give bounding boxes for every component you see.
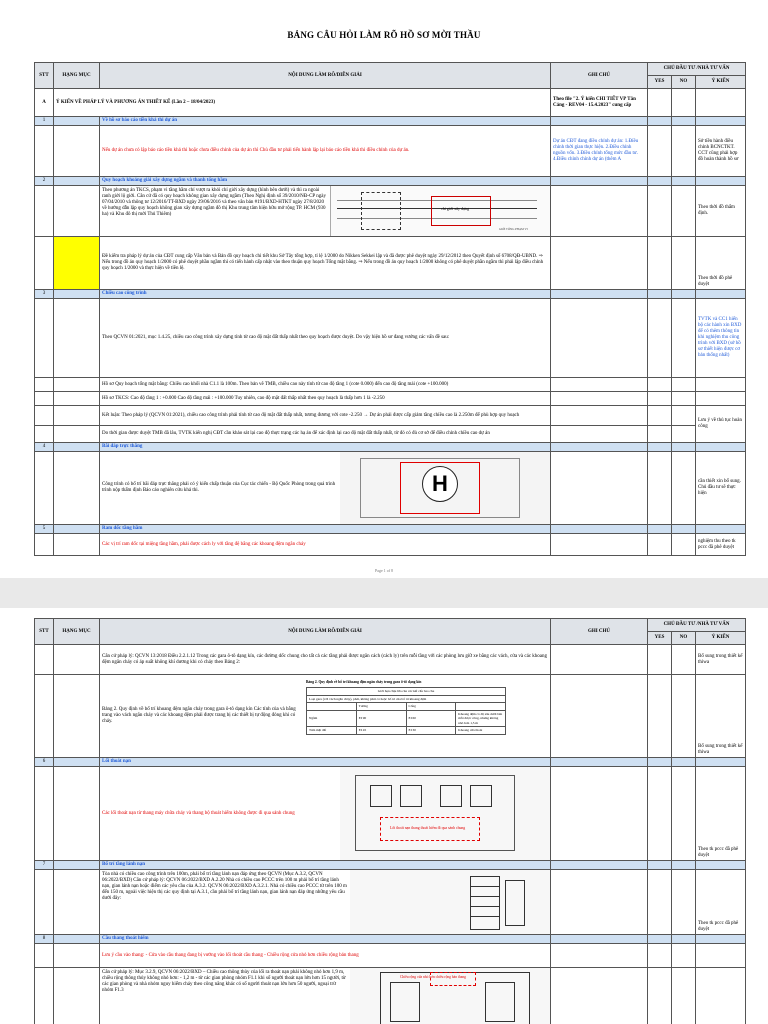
row-4-header: [35, 443, 746, 452]
bang-2-h-cong: Cống: [406, 703, 456, 711]
header-no: NO: [672, 632, 696, 645]
helipad-h-icon: H: [422, 466, 458, 502]
page-footer: Page 1 of 8: [374, 568, 394, 573]
row-3-text-4: Kết luận: Theo pháp lý (QCVN 01:2021), chiều cao công trình phải tính từ cao độ mặt đất thấp nhất, tương đương với cote -2.250 → Dự án phải được cấp giảm tầng chiều cao là 2.250m để phù hợp quy hoạch: [100, 406, 551, 426]
site-plan-image: [330, 186, 550, 236]
exit-plan-label: Lối thoát nạn thang thoát hiểm đi qua sảnh chung: [390, 826, 466, 830]
exit-plan-image: [340, 767, 550, 860]
p2-can-cu-opinion-1: Bổ sung trong thiết kế thiwa: [696, 645, 746, 675]
header-hang-muc: HẠNG MỤC: [54, 619, 100, 645]
row-5-stt: 5: [35, 525, 54, 534]
row-7-label: Bố trí tầng lánh nạn: [100, 861, 551, 870]
row-7-opinion: Theo tk pccc đã phê duyệt: [696, 870, 746, 935]
row-1-header: [35, 117, 746, 126]
bang-2-cell: EI 60: [406, 710, 456, 727]
row-5-opinion: nghiệm thu theo tk pccc đã phê duyệt: [696, 534, 746, 556]
page-separator: [0, 578, 768, 608]
row-8-stt: 8: [35, 935, 54, 944]
bang-2-h1: Giới hạn chịu lửa của các kết cấu bao che: [307, 688, 506, 696]
row-4-opinion: cần thiết xin bổ sung. Chủ đầu tư sẽ thực hiện: [696, 452, 746, 525]
row-7-text: Tòa nhà có chiều cao công trình trên 100m, phải bố trí tầng lánh nạn đáp ứng theo QCVN (Mục A.3.2, QCVN 06:2022/BXD) Căn cứ pháp lý: QCVN 06:2022/BXD A.2.20 Nhà có chiều cao PCCC trên 100 m phải bố trí tầng lánh nạn, gian lánh nạn hoặc điểm các yêu cầu của A.3.2. QCVN 06:2022/BXD A.3.2.1. Nhà có chiều cao PCCC từ trên 100 m đến 150 m, ngoài việc hiện thị các quy định tại A.3.1, cần phải bố trí tầng lánh nạn, gian lánh nạn đáp ứng những yêu cầu dưới đây:: [102, 872, 347, 901]
row-7-header: [35, 861, 746, 870]
row-6-content: [35, 767, 746, 861]
row-2-content-1: [35, 186, 746, 237]
row-6-opinion: Theo tk pccc đã phê duyệt: [696, 767, 746, 861]
bang-2-cell: Ngầm: [307, 710, 357, 727]
p2-can-cu-text-2: Bảng 2. Quy định về bố trí khoang đệm ngăn cháy trong gara ô-tô dạng kín Các tính của và bằng trang vào vách ngăn cháy và các khoang đệm phải được trang bị các thiết bị tự động đóng khi có cháy.: [102, 707, 296, 724]
row-4-label: Bãi đáp trực thăng: [100, 443, 551, 452]
row-6-stt: 6: [35, 758, 54, 767]
bang-2-cell: EI 90: [356, 710, 406, 727]
row-3-header: [35, 290, 746, 299]
bang-2-caption: Bảng 2. Quy định về bố trí khoang đệm ngăn cháy trong gara ô-tô dạng kín: [306, 680, 422, 684]
row-8-content-1: [35, 944, 746, 968]
row-3-text-3: Hồ sơ TKCS: Cao độ tầng 1 : +0.000 Cao độ tầng mái : +100.000 Tuy nhiên, cao độ mặt đất thấp nhất theo quy hoạch là thấp hơn 1 là -2.250: [100, 392, 551, 406]
row-7-stt: 7: [35, 861, 54, 870]
header-chu-dau-tu: CHỦ ĐẦU TƯ /NHÀ TƯ VẤN: [648, 619, 746, 632]
document-page-2: [0, 608, 768, 1024]
row-5-content: [35, 534, 746, 556]
row-6-header: [35, 758, 746, 767]
header-yes: YES: [648, 632, 672, 645]
row-2-content-2: [35, 237, 746, 290]
site-plan-legend: GIỚI TỔNG PHẠM VI: [499, 227, 528, 231]
bang-2-cell: EI 30: [406, 727, 456, 735]
section-a-label: Ý KIẾN VỀ PHÁP LÝ VÀ PHƯƠNG ÁN THIẾT KẾ (Lần 2 – 18/04/2023): [54, 89, 551, 117]
row-8-text-2: Căn cứ pháp lý: Mục 3.2.9, QCVN 06:2022/BXD – Chiều cao thông thủy của lối ra thoát nạn phải không nhỏ hơn 1,9 m, chiều rộng thông thủy không nhỏ hơn: - 1,2 m - từ các gian phòng nhóm F1.1 khi số người thoát nạn lớn hơn 15 người, từ các gian phòng và nhà nhóm nguy hiểm cháy theo công năng khác có số người thoát nạn lớn hơn 50 người, ngoại trừ nhóm F1.3: [102, 970, 346, 993]
p2-can-cu-row-2: [35, 675, 746, 758]
p2-can-cu-text-1: Căn cứ pháp lý: QCVN 13:2018 Điều 2.2.1.12 Trong các gara ô-tô dạng kín, các đường dốc chung cho tất cả các tầng phải được ngăn cách (cách ly) trên mỗi tầng với các phòng lưu giữ xe bằng các vách, cửa và các khoang đệm ngăn cháy có áp suất không khí dương khi có cháy theo Bảng 2:: [100, 645, 551, 675]
header-noi-dung: NỘI DUNG LÀM RÕ/DIỄN GIẢI: [100, 619, 551, 645]
row-3-content-4: [35, 406, 746, 426]
row-2-opinion-1: Theo thời đồ thẩm định.: [696, 186, 746, 237]
row-1-content: [35, 126, 746, 177]
helipad-image: [340, 452, 550, 524]
header-stt: STT: [35, 63, 54, 89]
bang-2-cell: Trên mặt đất: [307, 727, 357, 735]
row-5-label: Ram dốc tầng hầm: [100, 525, 551, 534]
row-8-text-1: Lưu ý cầu vào thang: - Cửa vào cầu thang đang bị vướng vào lối thoát cầu thang - Chiều rộng cửa nhỏ hơn chiều rộng bản thang: [100, 944, 551, 968]
row-4-content: [35, 452, 746, 525]
row-3-content-3: [35, 392, 746, 406]
site-plan-label: chỉ giới xây dựng: [441, 206, 470, 211]
row-1-note: Dự án CĐT đang điều chỉnh dự án: 1.Điều chỉnh thời gian thực hiện. 2.Điều chỉnh nguồn vốn. 3.Điều chỉnh tổng mức đầu tư. 4.Điều chỉnh chính dự án (thêm A: [551, 126, 648, 177]
stair-plan-image: [350, 968, 550, 1024]
row-5-text: Các vị trí ram dốc tại miệng tầng hầm, phải được cách ly với tầng đệ bằng các khoang đệm ngăn cháy: [100, 534, 551, 556]
row-2-text-2: Đề kiểm tra pháp lý dự án của CĐT cung cấp Văn bản và Bản đồ quy hoạch chi tiết khu Sở Tây tổng hợp, tỉ lệ 1/2000 do Nikken Sekkei lập và đã được phê duyệt ngày 29/12/2012 theo Quyết định số 6708/QĐ-UBND. ⇒ Nếu trong đồ án quy hoạch 1/2000 có phê duyệt phần ngầm thì có tiến hành cấp nhật vào theo thuận quy hoạch Tổng mặt bằng. ⇒ Nếu trong đồ án quy hoạch 1/2000 không có phê duyệt phần ngầm thì phải lập điều chỉnh quy hoạch 1/2000 và thực hiện về tiền lệ.: [100, 237, 551, 290]
row-1-label: Về hồ sơ báo cáo tiền khả thi dự án: [100, 117, 551, 126]
row-3-text-5: Do thời gian được duyệt TMB đã lâu, TVTK kiến nghị CĐT cần khảo sát lại cao độ thực trạng các hạ án để xác định lại cao độ mặt đất thấp nhất, từ đó có đủ cơ sở để điều chỉnh chiều cao dự án: [100, 426, 551, 443]
header-stt: STT: [35, 619, 54, 645]
section-a-stt: A: [35, 89, 54, 117]
header-noi-dung: NỘI DUNG LÀM RÕ/DIỄN GIẢI: [100, 63, 551, 89]
row-2-text-1: Theo phương án TKCS, phạm vi tầng hầm chỉ vượt ra khỏi chỉ giới xây dựng (hình bên dưới) và thì ra ngoài ranh giới lộ giới. Căn cứ đã có quy hoạch không gian xây dựng ngầm (Theo Nghị định số 39/2010/NĐ-CP ngày 07/04/2010 và thông tư 12/2016/TT-BXD ngày 29/06/2016 và theo văn bản #191/BXD-HTKT ngày 27/8/2020 về hướng dẫn lập quy hoạch không gian xây dựng ngầm đô thị Khu trung tâm hiện hữu mở rộng TP. HCM (930 ha) và Khu đô thị mới Thủ Thiêm): [102, 188, 326, 217]
header-chu-dau-tu: CHỦ ĐẦU TƯ /NHÀ TƯ VẤN: [648, 63, 746, 76]
header-no: NO: [672, 76, 696, 89]
header-ghi-chu: GHI CHÚ: [551, 63, 648, 89]
row-3-text-2: Hồ sơ Quy hoạch tổng mặt bằng: Chiều cao khối nhà C1.1 là 100m. Theo bản vẽ TMB, chiều cao này tính từ cao độ tầng 1 (cote 0.000) đến cao độ tầng mái (cote +100.000): [100, 378, 551, 392]
document-title: BẢNG CÂU HỎI LÀM RÕ HỒ SƠ MỜI THẦU: [287, 30, 481, 40]
p2-can-cu-row-1: [35, 645, 746, 675]
row-3-content-1: [35, 299, 746, 378]
row-6-label: Lối thoát nạn: [100, 758, 551, 767]
row-4-stt: 4: [35, 443, 54, 452]
header-hang-muc: HẠNG MỤC: [54, 63, 100, 89]
row-2-label: Quy hoạch khoảng giải xây dựng ngầm và thanh tổng hầm: [100, 177, 551, 186]
row-1-stt: 1: [35, 117, 54, 126]
p2-can-cu-opinion-2: Bổ sung trong thiết kế thiwa: [696, 675, 746, 758]
row-3-opinion-2: Lưu ý về thủ tục hoàn công: [696, 406, 746, 443]
row-8-content-2: [35, 968, 746, 1024]
bang-2-cell: Khoang đệm có độ sâu dưới bên mỗi được công, nhưng không nhỏ hơn 1,5 m: [456, 710, 506, 727]
bang-2-image: [300, 675, 550, 757]
bang-2-cell: Khoang cửa thoát: [456, 727, 506, 735]
stair-plan-label: Chiều rộng cửa nhỏ hơn chiều rộng bản thang: [400, 975, 466, 979]
section-a-note: Theo file "2. Ý kiến CHI TIẾT VP Tân Cảng - REV04 - 15.4.2023" cung cấp: [551, 89, 648, 117]
row-3-opinion-1: TVTK và CC1 hiến bộ các hành xin BXD để có thêm thông tin khi nghiệm thu công trình với BXD (sở hồ sơ thiết hiện được cơ bản thống nhất): [696, 299, 746, 378]
row-3-label: Chiều cao công trình: [100, 290, 551, 299]
row-2-stt: 2: [35, 177, 54, 186]
bang-2-table: [306, 687, 506, 735]
row-2-header: [35, 177, 746, 186]
section-a-row: [35, 89, 746, 117]
row-3-text-1: Theo QCVN 01:2021, mục 1.4.25, chiều cao công trình xây dựng tính từ cao độ mặt đất thấp nhất theo quy hoạch được duyệt. Do vậy hiện hồ sơ đang vướng các vấn đề sau:: [100, 299, 551, 378]
clarification-table-page-2: [34, 618, 746, 1024]
bang-2-h-tuong: Tường: [356, 703, 406, 711]
row-6-text: Các lối thoát nạn từ thang máy chữa cháy và thang bộ thoát hiểm không được đi qua sảnh chung: [102, 810, 295, 816]
row-3-content-2: [35, 378, 746, 392]
row-8-header: [35, 935, 746, 944]
row-4-text: Công trình có bố trí bãi đáp trực thăng phải có ý kiến chấp thuận của Cục tác chiến - Bộ Quốc Phòng trong quá trình trình nộp thẩm định Báo cáo nghiên cứu khả thi.: [102, 482, 336, 493]
row-3-stt: 3: [35, 290, 54, 299]
row-1-opinion: Sở tiền hành điều chỉnh BCNCTKT. CCT cũng phải hợp đồ hoàn thành hồ sơ: [696, 126, 746, 177]
row-8-label: Cầu thang thoát hiểm: [100, 935, 551, 944]
header-y-kien: Ý KIẾN: [696, 76, 746, 89]
row-2-opinion-2: Theo thời đồ phê duyệt: [696, 237, 746, 290]
clarification-table: [34, 62, 746, 556]
bang-2-cell: EI 45: [356, 727, 406, 735]
header-yes: YES: [648, 76, 672, 89]
refuge-floor-image: [350, 870, 550, 934]
header-ghi-chu: GHI CHÚ: [551, 619, 648, 645]
bang-2-h2: Loại gara (với vách ngăn cháy), phải, không phải có hoặc bố trí của bố trí khoang đệm: [307, 695, 506, 703]
row-3-content-5: [35, 426, 746, 443]
row-5-header: [35, 525, 746, 534]
row-1-text: Nếu dự án chưa có lập báo cáo tiền khả thi hoặc chưa điều chỉnh của dự án thì Chủ đầu tư phải tiến hành lập lại báo cáo tiền khả thi điều chỉnh của dự án.: [100, 126, 551, 177]
header-y-kien: Ý KIẾN: [696, 632, 746, 645]
row-7-content: [35, 870, 746, 935]
